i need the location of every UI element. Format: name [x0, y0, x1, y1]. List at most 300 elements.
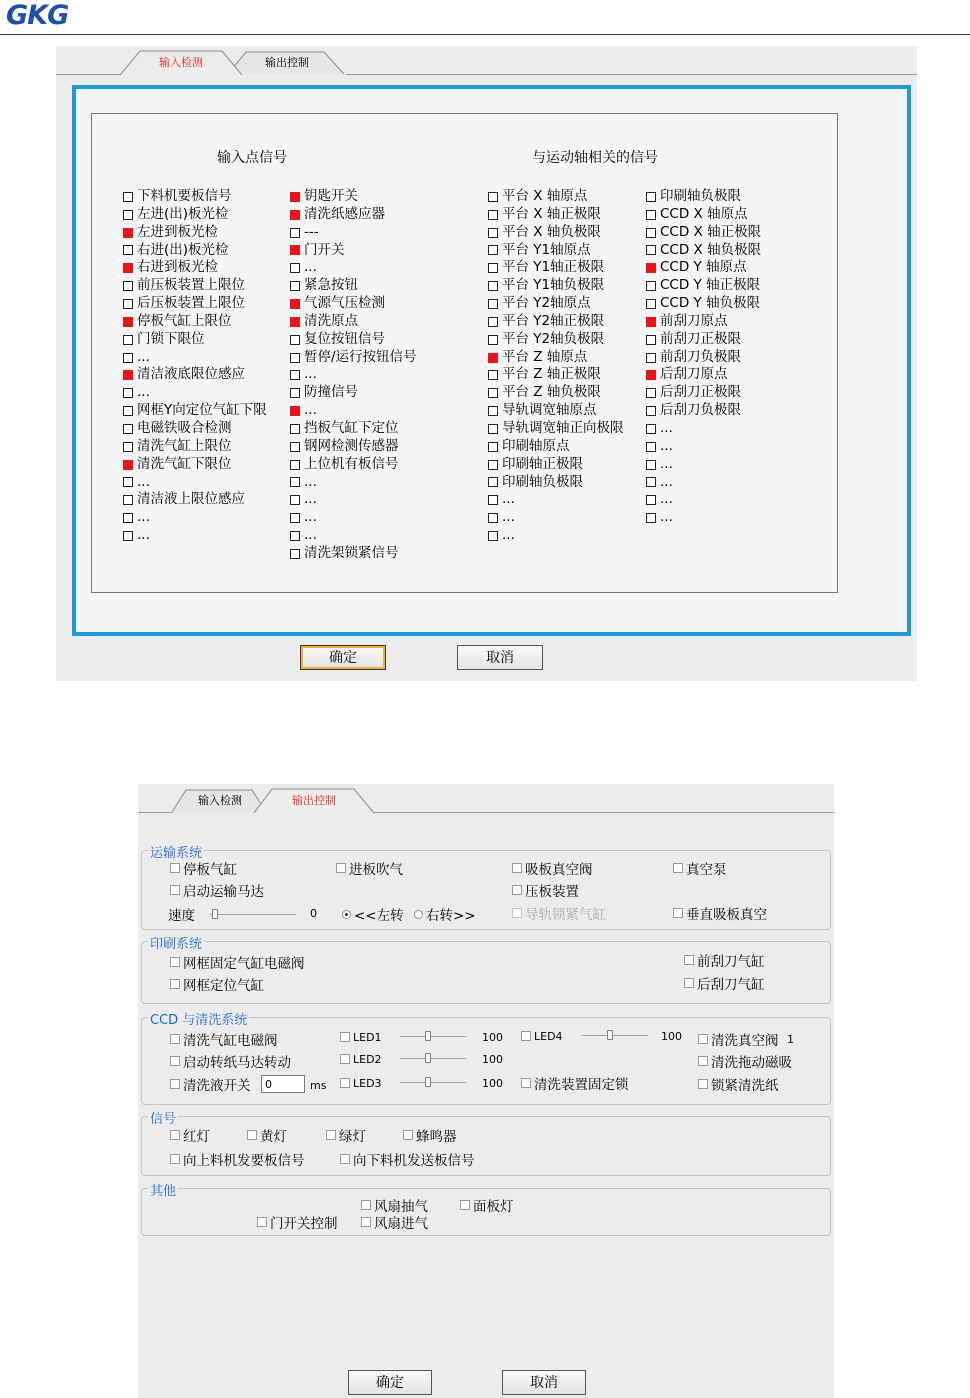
signal-label: 复位按钮信号	[304, 330, 385, 347]
signal-indicator	[488, 349, 624, 367]
signal-on-box	[488, 353, 498, 363]
signal-indicator	[488, 224, 624, 242]
signal-label: 平台 Y1轴原点	[502, 241, 591, 258]
green-light-checkbox[interactable]	[326, 1126, 366, 1144]
item-label: 网框定位气缸	[183, 978, 264, 994]
signal-off-box	[646, 192, 656, 202]
transport-motor-checkbox[interactable]	[170, 881, 264, 899]
upstream-signal-checkbox[interactable]	[170, 1150, 305, 1168]
item-label: 清洗真空阀	[711, 1033, 779, 1049]
signal-indicator	[290, 384, 417, 402]
slider-track	[400, 1036, 466, 1037]
item-label: LED2	[353, 1052, 382, 1066]
signal-off-box	[123, 335, 133, 345]
signal-off-box	[290, 370, 300, 380]
signal-label: 平台 Y2轴正极限	[502, 312, 605, 329]
signal-off-box	[290, 263, 300, 273]
tab-baseline	[56, 74, 120, 75]
signal-off-box	[123, 281, 133, 291]
signal-off-box	[646, 245, 656, 255]
signal-label: 平台 Z 轴负极限	[502, 384, 601, 401]
signal-indicator	[646, 384, 761, 402]
checkbox-box	[512, 863, 522, 873]
item-label: LED1	[353, 1030, 382, 1044]
signal-indicator	[646, 295, 761, 313]
signal-label: 右进(出)板光检	[137, 241, 229, 258]
tab-label: 输入检测	[159, 56, 203, 69]
signal-off-box	[646, 210, 656, 220]
signal-off-box	[123, 353, 133, 363]
signal-indicator	[646, 206, 761, 224]
signal-label: ...	[137, 384, 150, 401]
signal-label: 电磁铁吸合检测	[137, 419, 232, 436]
item-label: 向上料机发要板信号	[183, 1153, 305, 1169]
tab-bar	[138, 788, 834, 814]
signal-indicator	[290, 188, 417, 206]
signal-label: 左进(出)板光检	[137, 205, 229, 222]
signal-off-box	[123, 477, 133, 487]
slider-track	[582, 1035, 648, 1036]
checkbox-box	[698, 1056, 708, 1066]
led4-checkbox[interactable]	[521, 1027, 563, 1045]
ok-button[interactable]: 确定	[300, 645, 386, 670]
signal-label: 平台 Y1轴正极限	[502, 259, 605, 276]
signal-label: 清洁液底限位感应	[137, 366, 245, 383]
signal-indicator	[646, 456, 761, 474]
signal-indicator	[488, 474, 624, 492]
signal-label: CCD X 轴负极限	[660, 241, 762, 258]
tab-bar	[56, 50, 917, 76]
tab-input-detection[interactable]	[120, 50, 242, 74]
signal-off-box	[488, 192, 498, 202]
checkbox-box	[340, 1154, 350, 1164]
signal-indicator	[123, 259, 267, 277]
item-label: 吸板真空阀	[525, 862, 593, 878]
signal-label: 后刮刀正极限	[660, 384, 741, 401]
signal-indicator	[290, 474, 417, 492]
signal-indicator	[123, 331, 267, 349]
led2-slider[interactable]	[400, 1053, 466, 1063]
signal-label: 门开关	[304, 241, 345, 258]
signal-indicator	[488, 206, 624, 224]
signal-label: 防撞信号	[304, 384, 358, 401]
signal-label: 清洗气缸下限位	[137, 455, 232, 472]
input-column-1	[123, 188, 267, 545]
signal-label: 后压板装置上限位	[137, 295, 245, 312]
tab-label: 输出控制	[265, 56, 309, 69]
signal-off-box	[488, 531, 498, 541]
led2-checkbox[interactable]	[340, 1050, 382, 1068]
tab-baseline	[138, 812, 172, 813]
checkbox-box	[698, 1079, 708, 1089]
signal-on-box	[290, 245, 300, 255]
speed-slider[interactable]	[210, 909, 296, 919]
clean-valve-checkbox[interactable]	[170, 1030, 278, 1048]
slider-knob[interactable]	[425, 1077, 431, 1087]
signal-label: ...	[502, 509, 515, 526]
item-label: 面板灯	[473, 1199, 514, 1215]
signal-indicator	[488, 438, 624, 456]
signal-indicator	[488, 420, 624, 438]
radio-dot	[342, 910, 351, 919]
slider-knob[interactable]	[425, 1053, 431, 1063]
item-label: 启动运输马达	[183, 884, 264, 900]
cancel-button[interactable]: 取消	[457, 645, 543, 670]
signal-label: ...	[304, 366, 317, 383]
tab-output-control[interactable]	[228, 50, 346, 74]
signal-indicator	[123, 242, 267, 260]
signal-off-box	[646, 460, 656, 470]
other-group-title: 其他	[148, 1180, 178, 1199]
signal-off-box	[646, 406, 656, 416]
signal-off-box	[123, 442, 133, 452]
signal-off-box	[488, 513, 498, 523]
signal-label: 平台 X 轴负极限	[502, 223, 601, 240]
signal-label: 网框Y向定位气缸下限	[137, 402, 267, 419]
checkbox-box	[340, 1078, 350, 1088]
signal-off-box	[646, 299, 656, 309]
lock-paper-checkbox[interactable]	[698, 1075, 779, 1093]
signal-indicator	[488, 277, 624, 295]
stop-cylinder-checkbox[interactable]	[170, 859, 237, 877]
checkbox-box	[361, 1200, 371, 1210]
ok-button[interactable]: 确定	[348, 1370, 432, 1395]
signal-on-box	[123, 263, 133, 273]
signal-label: 平台 Y2轴原点	[502, 295, 591, 312]
checkbox-box	[521, 1078, 531, 1088]
signal-off-box	[290, 549, 300, 559]
signal-on-box	[290, 406, 300, 416]
signal-indicator	[488, 491, 624, 509]
signal-label: ...	[137, 509, 150, 526]
signal-off-box	[488, 477, 498, 487]
signal-off-box	[488, 245, 498, 255]
signal-off-box	[488, 388, 498, 398]
checkbox-box	[512, 885, 522, 895]
signal-label: 印刷轴原点	[502, 437, 570, 454]
signal-off-box	[290, 281, 300, 291]
header-divider	[0, 34, 970, 35]
signal-indicator	[488, 402, 624, 420]
signal-label: 左进到板光检	[137, 223, 218, 240]
signal-label: 前压板装置上限位	[137, 277, 245, 294]
signal-indicator	[488, 313, 624, 331]
cancel-button[interactable]: 取消	[502, 1370, 586, 1395]
signal-indicator	[646, 420, 761, 438]
signal-indicator	[646, 438, 761, 456]
signal-indicator	[123, 295, 267, 313]
item-label: 清洗气缸电磁阀	[183, 1033, 278, 1049]
signal-off-box	[290, 513, 300, 523]
signal-label: ---	[304, 223, 319, 240]
signal-label: ...	[660, 437, 673, 454]
signal-label: 平台 Z 轴原点	[502, 348, 588, 365]
drag-magnet-checkbox[interactable]	[698, 1052, 792, 1070]
checkbox-box	[673, 908, 683, 918]
buzzer-checkbox[interactable]	[403, 1126, 457, 1144]
led4-slider[interactable]	[582, 1030, 648, 1040]
signal-indicator	[290, 277, 417, 295]
checkbox-box	[170, 1154, 180, 1164]
fan-intake-checkbox[interactable]	[361, 1213, 428, 1231]
checkbox-box	[257, 1217, 267, 1227]
signal-indicator	[290, 491, 417, 509]
signal-off-box	[646, 495, 656, 505]
signal-indicator	[646, 242, 761, 260]
signal-off-box	[123, 299, 133, 309]
signal-off-box	[488, 406, 498, 416]
gkg-logo: GKG	[6, 0, 69, 31]
signal-label: ...	[660, 509, 673, 526]
signal-indicator	[123, 456, 267, 474]
signal-label: 紧急按钮	[304, 277, 358, 294]
signal-indicator	[488, 331, 624, 349]
signal-indicator	[488, 527, 624, 545]
signal-indicator	[646, 259, 761, 277]
signal-off-box	[488, 495, 498, 505]
radio-dot	[414, 910, 423, 919]
signal-off-box	[290, 460, 300, 470]
signal-label: 右进到板光检	[137, 259, 218, 276]
item-label: 清洗液开关	[183, 1078, 251, 1094]
signal-label: 上位机有板信号	[304, 455, 399, 472]
signal-label: CCD X 轴正极限	[660, 223, 762, 240]
led1-slider[interactable]	[400, 1031, 466, 1041]
liquid-switch-checkbox[interactable]	[170, 1075, 251, 1093]
yellow-light-checkbox[interactable]	[247, 1126, 287, 1144]
signal-on-box	[290, 317, 300, 327]
signal-label: 平台 X 轴正极限	[502, 205, 601, 222]
transport-group-title: 运输系统	[148, 842, 204, 861]
item-label: 导轨锁紧气缸	[525, 907, 606, 923]
signal-indicator	[123, 366, 267, 384]
tab-label: 输出控制	[292, 794, 336, 807]
checkbox-box	[170, 1130, 180, 1140]
checkbox-box	[170, 1034, 180, 1044]
vacuum-valve-checkbox[interactable]	[512, 859, 593, 877]
signal-label: 印刷轴负极限	[660, 188, 741, 204]
ccd-group-title: CCD 与清洗系统	[148, 1009, 249, 1028]
signal-on-box	[646, 370, 656, 380]
signal-off-box	[646, 513, 656, 523]
signal-indicator	[646, 349, 761, 367]
checkbox-box	[247, 1130, 257, 1140]
signal-label: ...	[137, 348, 150, 365]
checkbox-box	[684, 955, 694, 965]
signal-indicator	[123, 474, 267, 492]
signal-off-box	[488, 442, 498, 452]
checkbox-box	[170, 957, 180, 967]
signal-label: ...	[660, 455, 673, 472]
signal-off-box	[123, 495, 133, 505]
clean-lock-checkbox[interactable]	[521, 1074, 629, 1092]
item-label: 启动转纸马达转动	[183, 1055, 291, 1071]
item-label: 蜂鸣器	[416, 1129, 457, 1145]
signal-label: 停板气缸上限位	[137, 312, 232, 329]
signal-indicator	[646, 366, 761, 384]
inlet-blow-checkbox[interactable]	[336, 859, 403, 877]
rotate-right-radio[interactable]	[414, 905, 476, 923]
signal-indicator	[290, 313, 417, 331]
signal-label: 挡板气缸下定位	[304, 419, 399, 436]
vertical-vacuum-checkbox[interactable]	[673, 904, 767, 922]
checkbox-box	[170, 885, 180, 895]
signal-on-box	[290, 192, 300, 202]
led4-value: 100	[661, 1030, 682, 1043]
signal-off-box	[646, 353, 656, 363]
clean-vacuum-number: 1	[787, 1033, 794, 1046]
signal-label: 平台 Y2轴负极限	[502, 330, 605, 347]
signal-on-box	[123, 317, 133, 327]
item-label: 门开关控制	[270, 1216, 338, 1232]
checkbox-box	[170, 863, 180, 873]
item-label: 风扇进气	[374, 1216, 428, 1232]
checkbox-box	[403, 1130, 413, 1140]
signal-label: 暂停/运行按钮信号	[304, 348, 417, 365]
checkbox-box	[684, 978, 694, 988]
item-label: 向下料机发送板信号	[353, 1153, 475, 1169]
tab-output-control[interactable]	[254, 788, 374, 812]
signal-on-box	[290, 210, 300, 220]
rear-blade-checkbox[interactable]	[684, 974, 765, 992]
signal-indicator	[123, 438, 267, 456]
signal-indicator	[290, 509, 417, 527]
signal-indicator	[646, 224, 761, 242]
downstream-signal-checkbox[interactable]	[340, 1150, 475, 1168]
checkbox-box	[170, 1079, 180, 1089]
paper-motor-checkbox[interactable]	[170, 1052, 291, 1070]
checkbox-box	[698, 1034, 708, 1044]
signal-label: CCD X 轴原点	[660, 205, 748, 222]
checkbox-box	[521, 1031, 531, 1041]
press-device-checkbox[interactable]	[512, 881, 579, 899]
signal-indicator	[488, 366, 624, 384]
signal-on-box	[123, 370, 133, 380]
signal-label: 导轨调宽轴原点	[502, 402, 597, 419]
item-label: 压板装置	[525, 884, 579, 900]
signal-off-box	[123, 210, 133, 220]
signal-indicator	[123, 491, 267, 509]
signal-off-box	[646, 424, 656, 434]
speed-value: 0	[310, 907, 317, 920]
rail-lock-checkbox[interactable]	[512, 904, 606, 922]
tab-label: 输入检测	[198, 794, 242, 807]
signal-indicator	[646, 402, 761, 420]
signal-off-box	[123, 245, 133, 255]
signal-indicator	[290, 545, 417, 563]
signal-indicator	[123, 277, 267, 295]
signal-off-box	[488, 263, 498, 273]
signal-label: 清洗纸感应器	[304, 205, 385, 222]
signal-label: 平台 Y1轴负极限	[502, 277, 605, 294]
vacuum-pump-checkbox[interactable]	[673, 859, 727, 877]
signal-group-title: 信号	[148, 1108, 178, 1127]
signal-indicator	[646, 188, 761, 206]
checkbox-box	[336, 863, 346, 873]
signal-indicator	[123, 349, 267, 367]
tab-baseline	[346, 74, 917, 75]
input-points-title: 输入点信号	[217, 150, 287, 166]
item-label: 停板气缸	[183, 862, 237, 878]
signal-off-box	[290, 531, 300, 541]
signal-label: ...	[304, 527, 317, 544]
signal-label: 门锁下限位	[137, 330, 205, 347]
signal-off-box	[646, 335, 656, 345]
signal-off-box	[488, 299, 498, 309]
led3-slider[interactable]	[400, 1077, 466, 1087]
checkbox-box	[673, 863, 683, 873]
red-light-checkbox[interactable]	[170, 1126, 210, 1144]
signal-off-box	[290, 335, 300, 345]
item-label: 绿灯	[339, 1129, 366, 1145]
signal-off-box	[290, 388, 300, 398]
slider-knob[interactable]	[425, 1031, 431, 1041]
signal-indicator	[290, 349, 417, 367]
panel-light-checkbox[interactable]	[460, 1196, 514, 1214]
front-blade-checkbox[interactable]	[684, 951, 765, 969]
signal-on-box	[646, 263, 656, 273]
signal-label: CCD Y 轴正极限	[660, 277, 761, 294]
item-label: 垂直吸板真空	[686, 907, 767, 923]
signal-indicator	[290, 206, 417, 224]
signal-indicator	[123, 402, 267, 420]
signal-indicator	[123, 420, 267, 438]
axis-column-2	[646, 188, 761, 527]
signal-indicator	[290, 438, 417, 456]
signal-indicator	[290, 527, 417, 545]
signal-indicator	[290, 402, 417, 420]
liquid-duration-input[interactable]: 0	[261, 1075, 305, 1093]
signal-label: 平台 X 轴原点	[502, 188, 588, 204]
rotate-left-radio[interactable]	[342, 905, 404, 923]
led1-checkbox[interactable]	[340, 1028, 382, 1046]
signal-indicator	[488, 384, 624, 402]
signal-off-box	[123, 531, 133, 541]
led3-value: 100	[482, 1077, 503, 1090]
signal-indicator	[646, 474, 761, 492]
frame-position-checkbox[interactable]	[170, 975, 264, 993]
speed-text: 速度	[168, 908, 195, 924]
signal-label: 印刷轴正极限	[502, 455, 583, 472]
signal-indicator	[488, 242, 624, 260]
signal-label: ...	[304, 259, 317, 276]
signal-label: 前刮刀正极限	[660, 330, 741, 347]
slider-knob[interactable]	[212, 909, 218, 919]
frame-valve-checkbox[interactable]	[170, 953, 305, 971]
signal-indicator	[290, 295, 417, 313]
signal-indicator	[290, 456, 417, 474]
led3-checkbox[interactable]	[340, 1074, 382, 1092]
signal-label: 前刮刀原点	[660, 312, 728, 329]
item-label: 前刮刀气缸	[697, 954, 765, 970]
door-control-checkbox[interactable]	[257, 1213, 338, 1231]
slider-knob[interactable]	[607, 1030, 613, 1040]
signal-off-box	[123, 388, 133, 398]
signal-indicator	[123, 313, 267, 331]
signal-off-box	[123, 513, 133, 523]
signal-label: 钥匙开关	[304, 188, 358, 204]
signal-label: CCD Y 轴负极限	[660, 295, 761, 312]
signal-indicator	[123, 509, 267, 527]
signal-label: ...	[660, 419, 673, 436]
signal-indicator	[646, 509, 761, 527]
signal-indicator	[123, 527, 267, 545]
axis-column-1	[488, 188, 624, 545]
clean-vacuum-checkbox[interactable]	[698, 1030, 779, 1048]
signal-label: 印刷轴负极限	[502, 473, 583, 490]
signal-indicator	[290, 366, 417, 384]
signal-indicator	[488, 509, 624, 527]
